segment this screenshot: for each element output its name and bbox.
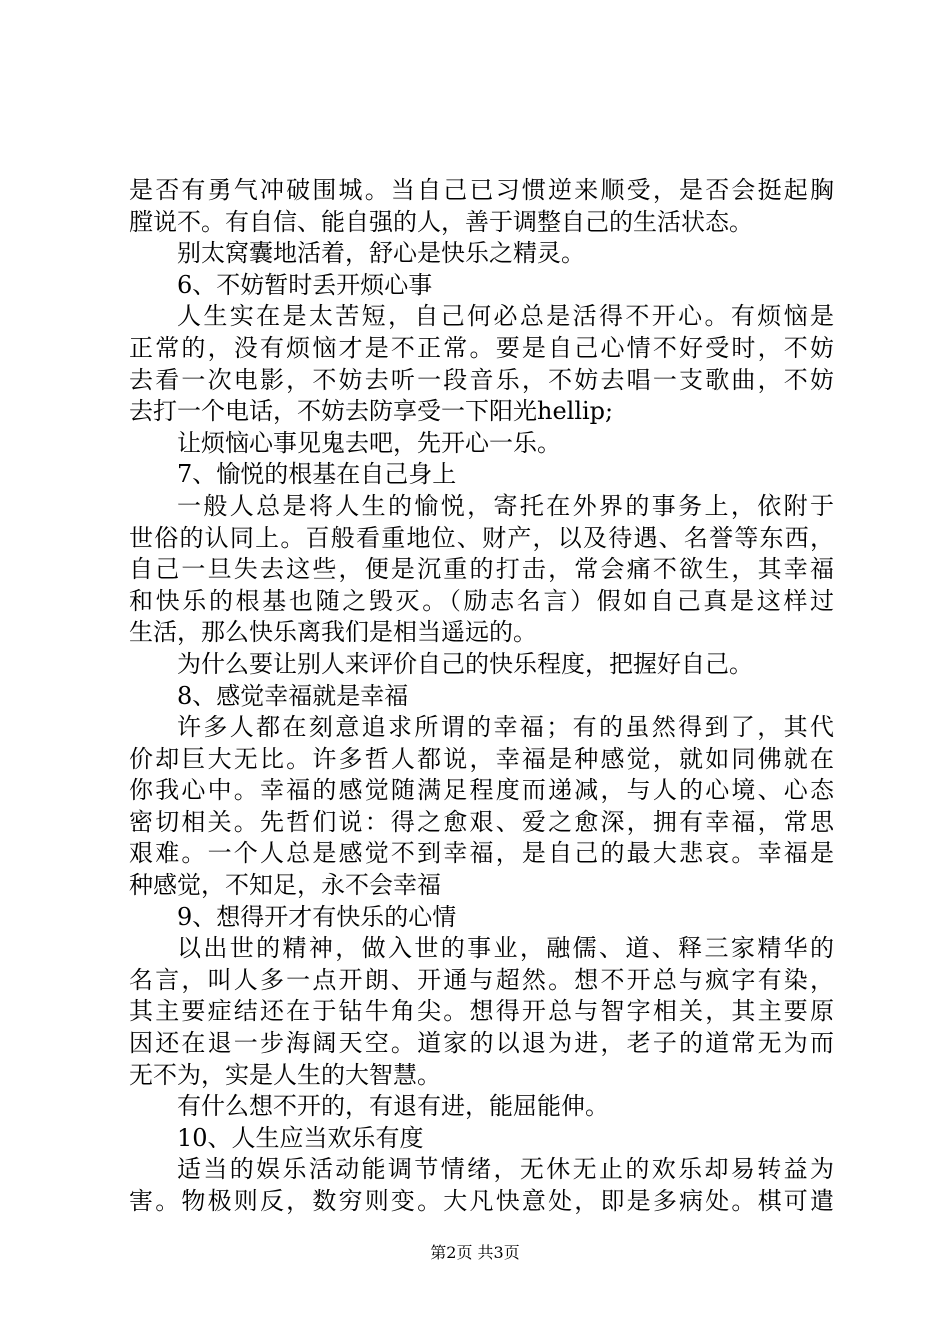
- paragraph-line: 去打一个电话，不妨去防享受一下阳光hellip;: [129, 397, 614, 426]
- paragraph-line: 你我心中。幸福的感觉随满足程度而递减，与人的心境、心态: [129, 776, 834, 805]
- paragraph-line: 其主要症结还在于钻牛角尖。想得开总与智字相关，其主要原: [129, 997, 834, 1026]
- section-heading: 10、人生应当欢乐有度: [177, 1123, 424, 1152]
- paragraph-line: 人生实在是太苦短，自己何必总是活得不开心。有烦恼是: [177, 302, 834, 331]
- section-heading: 7、愉悦的根基在自己身上: [177, 460, 457, 489]
- section-heading: 9、想得开才有快乐的心情: [177, 902, 457, 931]
- paragraph-line: 世俗的认同上。百般看重地位、财产，以及待遇、名誉等东西，: [129, 523, 834, 552]
- paragraph-line: 一般人总是将人生的愉悦，寄托在外界的事务上，依附于: [177, 491, 834, 520]
- paragraph-line: 正常的，没有烦恼才是不正常。要是自己心情不好受时，不妨: [129, 333, 834, 362]
- paragraph-line: 许多人都在刻意追求所谓的幸福；有的虽然得到了，其代: [177, 713, 834, 742]
- page-number-footer: 第2页 共3页: [430, 1243, 520, 1262]
- paragraph-line: 因还在退一步海阔天空。道家的以退为进，老子的道常无为而: [129, 1029, 834, 1058]
- paragraph-line: 艰难。一个人总是感觉不到幸福，是自己的最大悲哀。幸福是: [129, 839, 834, 868]
- paragraph-line: 价却巨大无比。许多哲人都说，幸福是种感觉，就如同佛就在: [129, 744, 834, 773]
- paragraph-line: 密切相关。先哲们说：得之愈艰、爱之愈深，拥有幸福，常思: [129, 807, 834, 836]
- paragraph-line: 适当的娱乐活动能调节情绪，无休无止的欢乐却易转益为: [177, 1155, 834, 1184]
- paragraph-line: 生活，那么快乐离我们是相当遥远的。: [129, 618, 537, 647]
- paragraph-line: 名言，叫人多一点开朗、开通与超然。想不开总与疯字有染，: [129, 965, 834, 994]
- paragraph-line: 害。物极则反，数穷则变。大凡快意处，即是多病处。棋可遣: [129, 1187, 834, 1215]
- section-heading: 8、感觉幸福就是幸福: [177, 681, 409, 710]
- paragraph-line: 自己一旦失去这些，便是沉重的打击，常会痛不欲生，其幸福: [129, 555, 834, 584]
- paragraph-line: 无不为，实是人生的大智慧。: [129, 1060, 441, 1089]
- paragraph-line: 膛说不。有自信、能自强的人，善于调整自己的生活状态。: [129, 207, 753, 236]
- paragraph-line: 以出世的精神，做入世的事业，融儒、道、释三家精华的: [177, 934, 834, 963]
- paragraph-line: 和快乐的根基也随之毁灭。（励志名言）假如自己真是这样过: [129, 586, 834, 615]
- paragraph-line: 有什么想不开的，有退有进，能屈能伸。: [177, 1092, 609, 1121]
- paragraph-line: 种感觉，不知足，永不会幸福: [129, 871, 441, 900]
- paragraph-line: 为什么要让别人来评价自己的快乐程度，把握好自己。: [177, 649, 753, 678]
- document-body: [129, 175, 834, 1218]
- section-heading: 6、不妨暂时丢开烦心事: [177, 270, 433, 299]
- paragraph-line: 去看一次电影，不妨去听一段音乐，不妨去唱一支歌曲，不妨: [129, 365, 834, 394]
- paragraph-line: 别太窝囊地活着，舒心是快乐之精灵。: [177, 239, 585, 268]
- paragraph-line: 让烦恼心事见鬼去吧，先开心一乐。: [177, 428, 561, 457]
- paragraph-line: 是否有勇气冲破围城。当自己已习惯逆来顺受，是否会挺起胸: [129, 176, 834, 204]
